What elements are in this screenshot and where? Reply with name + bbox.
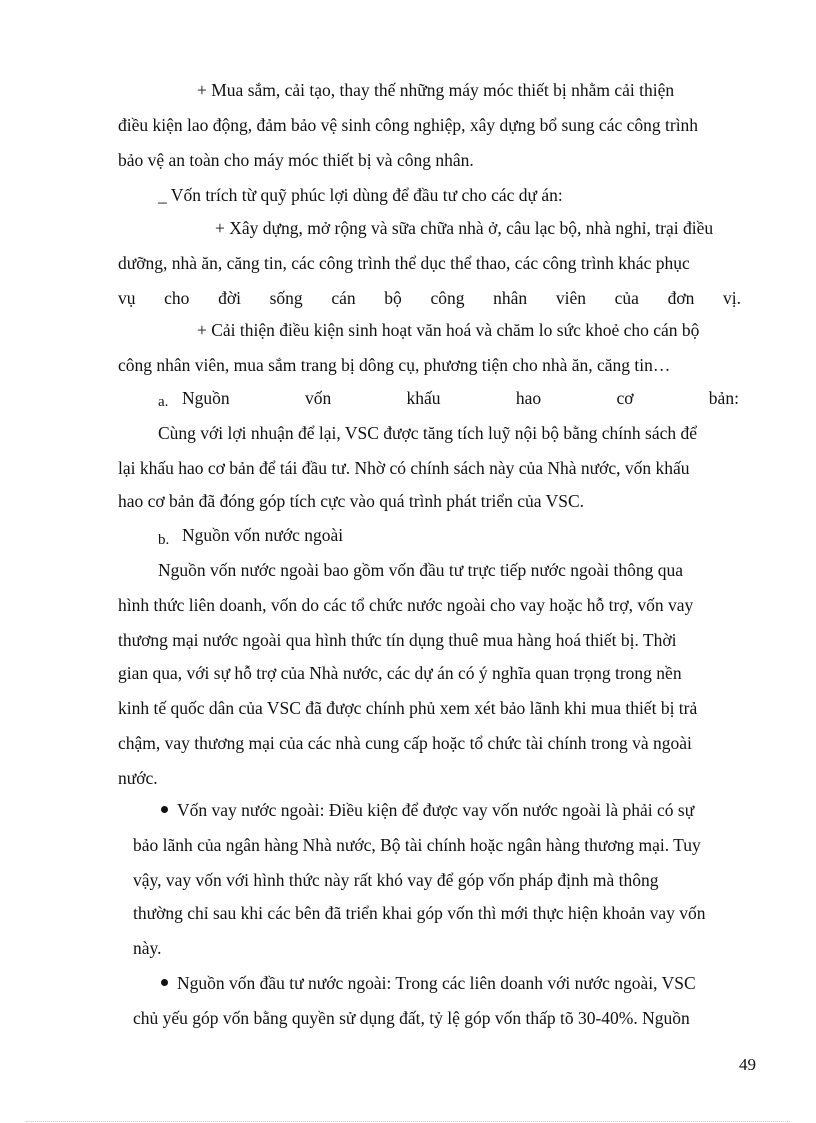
word: đời <box>218 288 241 308</box>
section-b-label: b. <box>158 532 170 548</box>
text-line: dưỡng, nhà ăn, căng tin, các công trình thể dục thể thao, các công trình khác phục <box>118 253 690 273</box>
text-line: bảo vệ an toàn cho máy móc thiết bị và công nhân. <box>118 150 474 170</box>
bullet-text: Vốn vay nước ngoài: Điều kiện để được vay vốn nước ngoài là phải có sự <box>177 800 695 820</box>
section-b-title: Nguồn vốn nước ngoài <box>182 525 344 545</box>
text-line: + Xây dựng, mở rộng và sữa chữa nhà ở, câu lạc bộ, nhà nghỉ, trại điều <box>215 218 714 238</box>
text-line: Cùng với lợi nhuận để lại, VSC được tăng tích luỹ nội bộ bằng chính sách để <box>158 423 698 443</box>
text-line: gian qua, với sự hỗ trợ của Nhà nước, các dự án có ý nghĩa quan trọng trong nền <box>118 663 682 683</box>
bullet-icon <box>161 806 168 813</box>
justified-line <box>118 287 741 309</box>
word: sống <box>269 288 303 308</box>
word: hao <box>515 388 542 408</box>
text-line: bảo lãnh của ngân hàng Nhà nước, Bộ tài chính hoặc ngân hàng thương mại. Tuy <box>133 835 701 855</box>
text-line: + Cải thiện điều kiện sinh hoạt văn hoá và chăm lo sức khoẻ cho cán bộ <box>197 320 700 340</box>
text-line: + Mua sắm, cải tạo, thay thế những máy móc thiết bị nhằm cải thiện <box>197 80 675 100</box>
bullet-text: Nguồn vốn đầu tư nước ngoài: Trong các liên doanh với nước ngoài, VSC <box>177 973 696 993</box>
text-line: Nguồn vốn nước ngoài bao gồm vốn đầu tư trực tiếp nước ngoài thông qua <box>158 560 683 580</box>
word: nhân <box>493 288 528 308</box>
word: đơn <box>667 288 695 308</box>
word: vốn <box>304 388 332 408</box>
footer-divider <box>26 1121 790 1122</box>
bullet-icon <box>161 979 168 986</box>
text-line: kinh tế quốc dân của VSC đã được chính phủ xem xét bảo lãnh khi mua thiết bị trả <box>118 698 698 718</box>
word: của <box>614 288 639 308</box>
text-line: vậy, vay vốn với hình thức này rất khó vay để góp vốn pháp định mà thông <box>133 870 659 890</box>
text-line: chủ yếu góp vốn bằng quyền sử dụng đất, tỷ lệ góp vốn thấp tõ 30-40%. Nguồn <box>133 1008 690 1028</box>
word: Nguồn <box>182 388 230 408</box>
word: khấu <box>406 388 441 408</box>
page-number: 49 <box>739 1055 756 1074</box>
word: bản: <box>708 388 739 408</box>
text-line: công nhân viên, mua sắm trang bị dông cụ, phương tiện cho nhà ăn, căng tin… <box>118 355 671 375</box>
word: cho <box>164 288 190 308</box>
text-line: lại khấu hao cơ bản để tái đầu tư. Nhờ có chính sách này của Nhà nước, vốn khấu <box>118 458 690 478</box>
word: công <box>430 288 465 308</box>
text-line: hao cơ bản đã đóng góp tích cực vào quá trình phát triển của VSC. <box>118 491 585 511</box>
text-line: hình thức liên doanh, vốn do các tổ chức nước ngoài cho vay hoặc hỗ trợ, vốn vay <box>118 595 694 615</box>
word: vụ <box>118 288 136 308</box>
text-line: điều kiện lao động, đảm bảo vệ sinh công nghiệp, xây dựng bổ sung các công trình <box>118 115 699 135</box>
text-line: thường chỉ sau khi các bên đã triển khai góp vốn thì mới thực hiện khoản vay vốn <box>133 903 706 923</box>
word: viên <box>555 288 586 308</box>
word: cán <box>331 288 356 308</box>
section-a-title <box>182 387 739 409</box>
word: bộ <box>384 288 402 308</box>
text-line: này. <box>133 938 162 958</box>
text-line: nước. <box>118 768 158 788</box>
text-line: thương mại nước ngoài qua hình thức tín dụng thuê mua hàng hoá thiết bị. Thời <box>118 630 677 650</box>
word: vị. <box>723 288 741 308</box>
section-a-label: a. <box>158 394 169 410</box>
paragraph-heading: _ Vốn trích từ quỹ phúc lợi dùng để đầu tư cho các dự án: <box>158 185 563 205</box>
text-line: chậm, vay thương mại của các nhà cung cấp hoặc tổ chức tài chính trong và ngoài <box>118 733 692 753</box>
word: cơ <box>616 388 634 408</box>
